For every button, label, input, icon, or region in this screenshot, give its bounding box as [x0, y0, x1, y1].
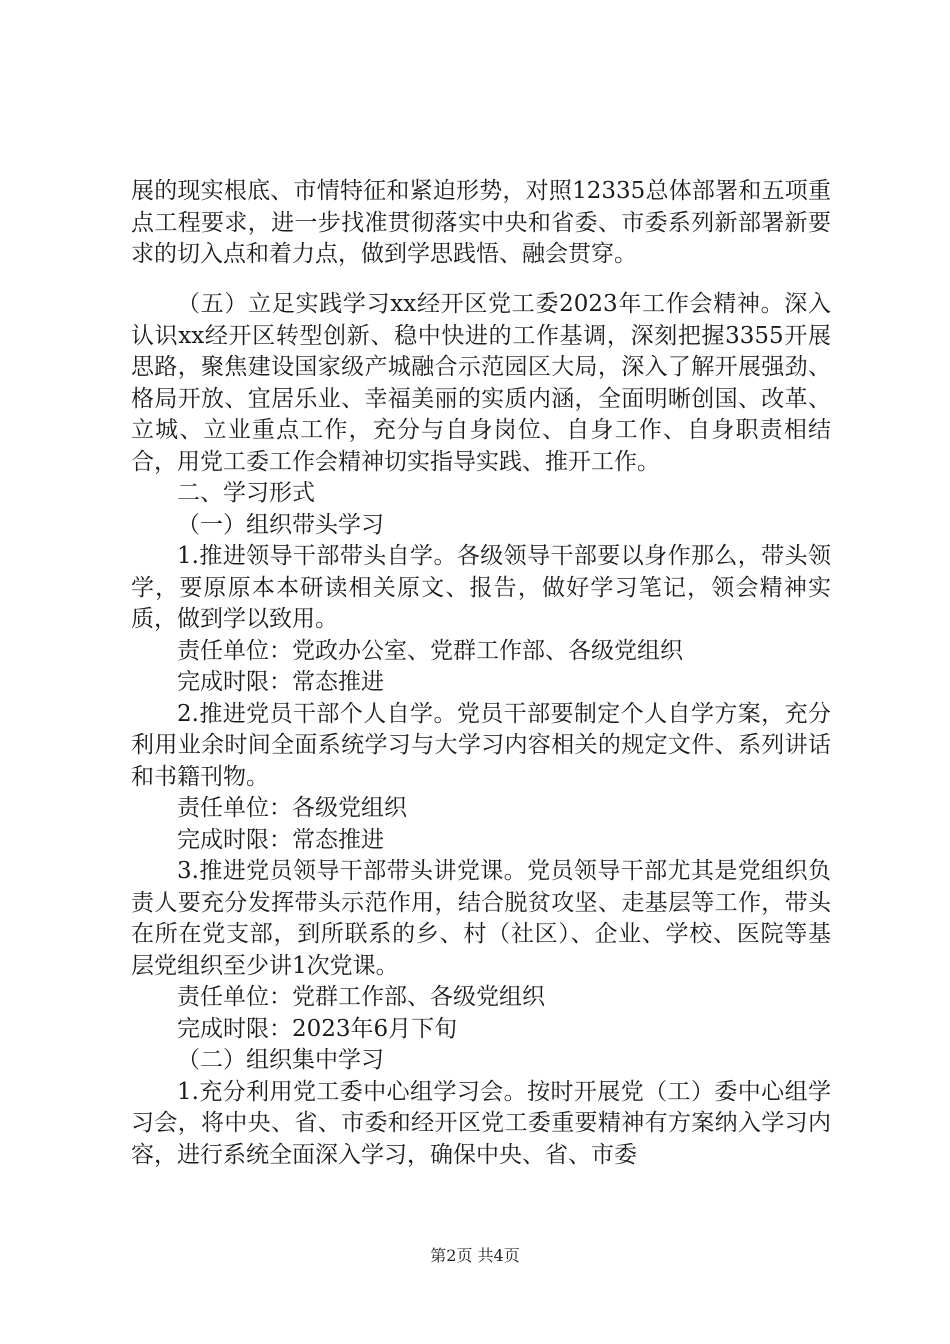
- paragraph-section-five: （五）立足实践学习xx经开区党工委2023年工作会精神。深入认识xx经开区转型创新、稳中快进的工作基调，深刻把握3355开展思路，聚焦建设国家级产城融合示范园区大局，深入了解开展强劲、格局开放、宜居乐业、幸福美丽的实质内涵，全面明晰创国、改革、立城、立业重点工作，充分与自身岗位、自身工作、自身职责相结合，用党工委工作会精神切实指导实践、推开工作。: [131, 291, 831, 475]
- responsibility-line-2: 责任单位：各级党组织: [177, 795, 407, 821]
- deadline-line-2: 完成时限：常态推进: [177, 826, 384, 853]
- subheading-centralized-study: （二）组织集中学习: [177, 1047, 384, 1073]
- page-number-footer: 第2页 共4页: [430, 1246, 520, 1265]
- responsibility-line-1: 责任单位：党政办公室、党群工作部、各级党组织: [177, 637, 683, 664]
- document-body: [131, 289, 831, 1171]
- deadline-line-1: 完成时限：常态推进: [177, 669, 384, 695]
- document-body-top: [131, 176, 831, 271]
- subheading-lead-study: （一）组织带头学习: [177, 511, 384, 538]
- paragraph-item-2: 2.推进党员干部个人自学。党员干部要制定个人自学方案，充分利用业余时间全面系统学习与大学习内容相关的规定文件、系列讲话和书籍刊物。: [131, 700, 831, 790]
- paragraph-item-1: 1.推进领导干部带头自学。各级领导干部要以身作那么，带头领学，要原原本本研读相关原文、报告，做好学习笔记，领会精神实质，做到学以致用。: [131, 543, 831, 632]
- deadline-line-3: 完成时限：2023年6月下旬: [177, 1015, 458, 1042]
- paragraph-continuation: 展的现实根底、市情特征和紧迫形势，对照12335总体部署和五项重点工程要求，进一步找准贯彻落实中央和省委、市委系列新部署新要求的切入点和着力点，做到学思践悟、融会贯穿。: [131, 178, 831, 267]
- paragraph-centralized-item-1: 1.充分利用党工委中心组学习会。按时开展党（工）委中心组学习会，将中央、省、市委和经开区党工委重要精神有方案纳入学习内容，进行系统全面深入学习，确保中央、省、市委: [131, 1078, 831, 1168]
- paragraph-item-3: 3.推进党员领导干部带头讲党课。党员领导干部尤其是党组织负责人要充分发挥带头示范作用，结合脱贫攻坚、走基层等工作，带头在所在党支部，到所联系的乡、村（社区）、企业、学校、医院等基层党组织至少讲1次党课。: [131, 858, 831, 979]
- heading-study-form: 二、学习形式: [177, 480, 315, 506]
- responsibility-line-3: 责任单位：党群工作部、各级党组织: [177, 984, 545, 1010]
